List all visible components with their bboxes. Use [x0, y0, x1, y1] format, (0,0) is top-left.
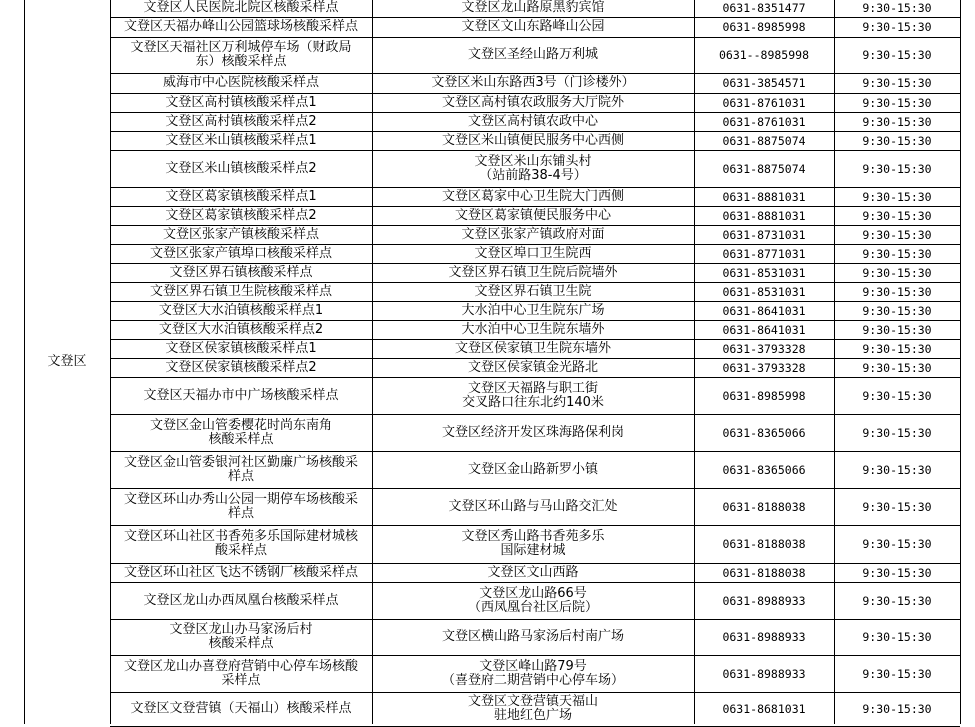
phone-cell: 0631-8985998	[722, 20, 806, 34]
site-name-cell: 文登区龙山办西凤凰台核酸采样点	[143, 592, 339, 608]
site-address-cell: 文登区侯家镇卫生院东墙外	[454, 340, 611, 356]
grid-line	[110, 0, 111, 724]
phone-cell: 0631-3854571	[722, 76, 806, 90]
site-address-cell: 文登区侯家镇金光路北	[467, 359, 598, 375]
hours-cell: 9:30-15:30	[862, 76, 932, 90]
phone-cell: 0631-8681031	[722, 702, 806, 716]
hours-cell: 9:30-15:30	[862, 20, 932, 34]
hours-cell: 9:30-15:30	[862, 284, 932, 299]
hours-cell: 9:30-15:30	[862, 48, 932, 62]
site-address-cell: 文登区界石镇卫生院	[474, 283, 592, 299]
phone-cell: 0631-8531031	[722, 265, 806, 280]
hours-cell: 9:30-15:30	[862, 462, 932, 477]
site-address-cell: 文登区峰山路79号 （喜登府二期营销中心停车场）	[441, 658, 624, 688]
site-name-cell: 文登区环山社区飞达不锈钢厂核酸采样点	[123, 564, 358, 580]
site-address-cell: 文登区界石镇卫生院后院墙外	[448, 264, 618, 280]
site-name-cell: 文登区界石镇卫生院核酸采样点	[149, 283, 332, 299]
hours-cell: 9:30-15:30	[862, 322, 932, 337]
hours-cell: 9:30-15:30	[862, 303, 932, 318]
phone-cell: 0631-8188038	[722, 537, 806, 551]
hours-cell: 9:30-15:30	[862, 227, 932, 242]
phone-cell: 0631-8641031	[722, 303, 806, 318]
phone-cell: 0631-8875074	[722, 133, 806, 148]
site-name-cell: 文登区环山办秀山公园一期停车场核酸采 样点	[123, 491, 358, 521]
phone-cell: 0631-8365066	[722, 462, 806, 477]
grid-line	[372, 0, 373, 724]
phone-cell: 0631-8188038	[722, 565, 806, 580]
site-name-cell: 文登区天福社区万利城停车场（财政局 东）核酸采样点	[130, 40, 352, 69]
hours-cell: 9:30-15:30	[862, 133, 932, 148]
hours-cell: 9:30-15:30	[862, 388, 932, 403]
site-address-cell: 文登区环山路与马山路交汇处	[448, 498, 618, 514]
site-name-cell: 文登区金山管委樱花时尚东南角 核酸采样点	[149, 417, 332, 447]
site-name-cell: 文登区大水泊镇核酸采样点1	[158, 302, 324, 318]
site-name-cell: 文登区天福办峰山公园篮球场核酸采样点	[123, 19, 358, 34]
site-name-cell: 文登区界石镇核酸采样点	[169, 264, 313, 280]
phone-cell: 0631-8761031	[722, 114, 806, 129]
hours-cell: 9:30-15:30	[862, 499, 932, 514]
hours-cell: 9:30-15:30	[862, 189, 932, 204]
phone-cell: 0631-8771031	[722, 246, 806, 261]
grid-line	[960, 0, 961, 724]
phone-cell: 0631-8531031	[722, 284, 806, 299]
site-name-cell: 文登区侯家镇核酸采样点2	[165, 359, 317, 375]
phone-cell: 0631-8731031	[722, 227, 806, 242]
grid-line	[24, 0, 25, 724]
site-name-cell: 文登区天福办市中广场核酸采样点	[143, 387, 339, 403]
hours-cell: 9:30-15:30	[862, 360, 932, 375]
site-address-cell: 文登区龙山路原黑豹宾馆	[461, 0, 605, 15]
site-name-cell: 文登区侯家镇核酸采样点1	[165, 340, 317, 356]
site-address-cell: 文登区张家产镇政府对面	[461, 226, 605, 242]
hours-cell: 9:30-15:30	[862, 265, 932, 280]
hours-cell: 9:30-15:30	[862, 666, 932, 681]
hours-cell: 9:30-15:30	[862, 0, 932, 15]
site-address-cell: 文登区经济开发区珠海路保利岗	[441, 424, 624, 440]
site-name-cell: 文登区环山社区书香苑多乐国际建材城核 酸采样点	[123, 529, 358, 558]
site-address-cell: 文登区秀山路书香苑多乐 国际建材城	[461, 529, 605, 558]
site-name-cell: 文登区文登营镇（天福山）核酸采样点	[130, 701, 352, 716]
phone-cell: 0631-8988933	[722, 630, 806, 644]
site-address-cell: 文登区高村镇农政中心	[467, 113, 598, 129]
phone-cell: 0631-3793328	[722, 341, 806, 356]
site-name-cell: 文登区张家产镇核酸采样点	[162, 226, 319, 242]
hours-cell: 9:30-15:30	[862, 630, 932, 644]
site-address-cell: 文登区文山西路	[487, 564, 579, 580]
hours-cell: 9:30-15:30	[862, 702, 932, 716]
hours-cell: 9:30-15:30	[862, 246, 932, 261]
phone-cell: 0631-8761031	[722, 95, 806, 110]
phone-cell: 0631-8641031	[722, 322, 806, 337]
phone-cell: 0631-8875074	[722, 161, 806, 176]
site-name-cell: 文登区米山镇核酸采样点1	[165, 132, 317, 148]
site-name-cell: 文登区人民医院北院区核酸采样点	[143, 0, 339, 15]
site-address-cell: 文登区文山东路峰山公园	[461, 19, 605, 34]
site-address-cell: 大水泊中心卫生院东墙外	[461, 321, 605, 337]
site-name-cell: 文登区高村镇核酸采样点1	[165, 94, 317, 110]
site-address-cell: 文登区圣经山路万利城	[467, 47, 598, 62]
site-name-cell: 文登区龙山办马家汤后村 核酸采样点	[169, 622, 313, 651]
phone-cell: 0631-8188038	[722, 499, 806, 514]
site-name-cell: 文登区葛家镇核酸采样点1	[165, 188, 317, 204]
site-address-cell: 文登区高村镇农政服务大厅院外	[441, 94, 624, 110]
hours-cell: 9:30-15:30	[862, 208, 932, 223]
phone-cell: 0631-8351477	[722, 0, 806, 15]
hours-cell: 9:30-15:30	[862, 95, 932, 110]
site-name-cell: 文登区大水泊镇核酸采样点2	[158, 321, 324, 337]
site-address-cell: 文登区葛家镇便民服务中心	[454, 207, 611, 223]
site-name-cell: 文登区金山管委银河社区勤廉广场核酸采 样点	[123, 454, 358, 484]
site-name-cell: 文登区高村镇核酸采样点2	[165, 113, 317, 129]
hours-cell: 9:30-15:30	[862, 593, 932, 608]
hours-cell: 9:30-15:30	[862, 114, 932, 129]
phone-cell: 0631-8881031	[722, 189, 806, 204]
site-address-cell: 文登区米山镇便民服务中心西侧	[441, 132, 624, 148]
site-address-cell: 文登区天福路与职工街 交叉路口往东北约140米	[462, 380, 604, 410]
phone-cell: 0631-3793328	[722, 360, 806, 375]
phone-cell: 0631-8365066	[722, 425, 806, 440]
site-address-cell: 大水泊中心卫生院东广场	[461, 302, 605, 318]
hours-cell: 9:30-15:30	[862, 341, 932, 356]
site-address-cell: 文登区横山路马家汤后村南广场	[441, 629, 624, 644]
site-address-cell: 文登区葛家中心卫生院大门西侧	[441, 188, 624, 204]
site-name-cell: 文登区张家产镇埠口核酸采样点	[149, 245, 332, 261]
hours-cell: 9:30-15:30	[862, 565, 932, 580]
site-address-cell: 文登区米山东路西3号（门诊楼外）	[431, 75, 635, 90]
district-cell: 文登区	[47, 354, 87, 369]
site-name-cell: 文登区葛家镇核酸采样点2	[165, 207, 317, 223]
grid-line	[834, 0, 835, 724]
hours-cell: 9:30-15:30	[862, 537, 932, 551]
site-address-cell: 文登区米山东铺头村 （站前路38-4号）	[474, 153, 592, 183]
phone-cell: 0631-8881031	[722, 208, 806, 223]
hours-cell: 9:30-15:30	[862, 425, 932, 440]
site-address-cell: 文登区金山路新罗小镇	[467, 461, 598, 477]
phone-cell: 0631-8988933	[722, 593, 806, 608]
hours-cell: 9:30-15:30	[862, 161, 932, 176]
site-name-cell: 文登区米山镇核酸采样点2	[165, 160, 317, 176]
grid-line	[694, 0, 695, 724]
site-address-cell: 文登区埠口卫生院西	[474, 245, 592, 261]
phone-cell: 0631-8988933	[722, 666, 806, 681]
site-address-cell: 文登区文登营镇天福山 驻地红色广场	[467, 694, 598, 723]
site-name-cell: 文登区龙山办喜登府营销中心停车场核酸 采样点	[123, 658, 358, 688]
site-address-cell: 文登区龙山路66号 （西凤凰台社区后院）	[467, 585, 598, 615]
site-name-cell: 威海市中心医院核酸采样点	[162, 75, 319, 90]
phone-cell: 0631-8985998	[722, 388, 806, 403]
phone-cell: 0631--8985998	[718, 48, 809, 62]
